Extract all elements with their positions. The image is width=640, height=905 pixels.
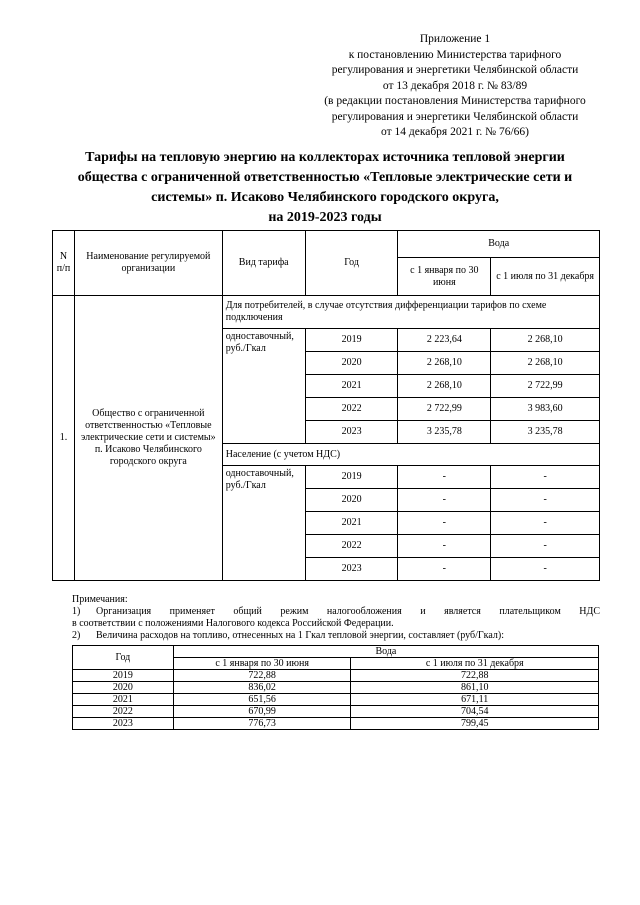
tariff-value: 3 235,78 <box>491 421 600 444</box>
note-text-continued: в соответствии с положениями Налогового кодекса Российской Федерации. <box>72 618 394 629</box>
tariff-value: - <box>491 512 600 535</box>
table-row <box>73 670 599 682</box>
tariff-value: 2 223,64 <box>398 329 491 352</box>
year-cell: 2020 <box>305 489 398 512</box>
tariff-value: - <box>398 535 491 558</box>
fuel-value: 799,45 <box>351 718 599 730</box>
appendix-line: Приложение 1 <box>419 33 491 45</box>
tariff-value: - <box>491 489 600 512</box>
header-water: Вода <box>398 231 600 258</box>
tariff-value: - <box>398 558 491 581</box>
tariff-value: - <box>398 512 491 535</box>
year-cell: 2023 <box>305 558 398 581</box>
header-year: Год <box>305 231 398 296</box>
year-cell: 2022 <box>305 535 398 558</box>
tariff-value: 3 235,78 <box>398 421 491 444</box>
fuel-year: 2019 <box>73 670 174 682</box>
year-cell: 2021 <box>305 512 398 535</box>
year-cell: 2019 <box>305 466 398 489</box>
table-row <box>73 706 599 718</box>
fuel-value: 722,88 <box>351 670 599 682</box>
tariff-value: - <box>491 558 600 581</box>
section-title: Для потребителей, в случае отсутствия дифференциации тарифов по схеме подключения <box>222 296 599 329</box>
year-cell: 2021 <box>305 375 398 398</box>
title-line: на 2019-2023 годы <box>268 210 382 225</box>
fuel-value: 651,56 <box>173 694 351 706</box>
title-line: Тарифы на тепловую энергию на коллекторах источника тепловой энергии <box>85 150 565 165</box>
fuel-value: 670,99 <box>173 706 351 718</box>
appendix-line: к постановлению Министерства тарифного <box>348 48 562 61</box>
tariff-type: одноставочный, руб./Гкал <box>222 329 305 444</box>
fuel-value: 861,10 <box>351 682 599 694</box>
table-row <box>73 694 599 706</box>
tariff-type: одноставочный, руб./Гкал <box>222 466 305 581</box>
section-title: Население (с учетом НДС) <box>222 444 599 466</box>
tariff-value: 2 268,10 <box>398 375 491 398</box>
appendix-line: от 14 декабря 2021 г. № 76/66) <box>380 126 530 138</box>
header-org: Наименование регулируемой организации <box>74 231 222 296</box>
fuel-value: 671,11 <box>351 694 599 706</box>
fuel-value: 836,02 <box>173 682 351 694</box>
header-num: N п/п <box>53 231 75 296</box>
title-line: системы» п. Исаково Челябинского городского округа, <box>151 190 499 205</box>
table-row <box>73 682 599 694</box>
fuel-header-year: Год <box>73 646 174 670</box>
tariff-value: 2 722,99 <box>491 375 600 398</box>
tariff-value: - <box>491 466 600 489</box>
notes-heading: Примечания: <box>72 594 128 605</box>
notes <box>72 594 600 642</box>
appendix-line: от 13 декабря 2018 г. № 83/89 <box>382 79 528 92</box>
appendix-line: регулирования и энергетики Челябинской области <box>331 110 579 123</box>
document-title <box>60 148 590 228</box>
tariff-value: 2 722,99 <box>398 398 491 421</box>
fuel-year: 2020 <box>73 682 174 694</box>
tariff-value: 2 268,10 <box>491 329 600 352</box>
fuel-header-water: Вода <box>173 646 598 658</box>
year-cell: 2020 <box>305 352 398 375</box>
note-text: Организация применяет общий режим налогообложения и является плательщиком НДС <box>96 606 600 617</box>
fuel-year: 2021 <box>73 694 174 706</box>
tariff-table <box>52 230 600 581</box>
tariff-value: - <box>398 466 491 489</box>
header-period-1: с 1 января по 30 июня <box>398 258 491 296</box>
header-tariff-type: Вид тарифа <box>222 231 305 296</box>
tariff-value: - <box>491 535 600 558</box>
table-row <box>73 718 599 730</box>
fuel-year: 2023 <box>73 718 174 730</box>
appendix-line: (в редакции постановления Министерства тарифного <box>324 95 586 107</box>
appendix-line: регулирования и энергетики Челябинской области <box>331 64 579 76</box>
fuel-header-period-2: с 1 июля по 31 декабря <box>351 658 599 670</box>
fuel-year: 2022 <box>73 706 174 718</box>
note-text: Величина расходов на топливо, отнесенных на 1 Гкал тепловой энергии, составляет (руб/Гкал): <box>96 630 505 641</box>
year-cell: 2019 <box>305 329 398 352</box>
note-1 <box>72 606 600 618</box>
fuel-value: 776,73 <box>173 718 351 730</box>
fuel-value: 722,88 <box>173 670 351 682</box>
tariff-value: 2 268,10 <box>491 352 600 375</box>
year-cell: 2023 <box>305 421 398 444</box>
note-2 <box>72 630 600 642</box>
header-period-2: с 1 июля по 31 декабря <box>491 258 600 296</box>
tariff-value: 3 983,60 <box>491 398 600 421</box>
tariff-value: - <box>398 489 491 512</box>
note-number: 1) <box>72 606 81 617</box>
title-line: общества с ограниченной ответственностью «Тепловые электрические сети и <box>77 170 573 185</box>
row-number: 1. <box>53 296 75 581</box>
organization-name: Общество с ограниченной ответственностью «Тепловые электрические сети и системы» п. Исаково Челябинского городского округа <box>74 296 222 581</box>
appendix-header <box>300 32 610 141</box>
tariff-value: 2 268,10 <box>398 352 491 375</box>
fuel-cost-table <box>72 645 599 730</box>
fuel-value: 704,54 <box>351 706 599 718</box>
year-cell: 2022 <box>305 398 398 421</box>
note-number: 2) <box>72 630 81 641</box>
fuel-header-period-1: с 1 января по 30 июня <box>173 658 351 670</box>
